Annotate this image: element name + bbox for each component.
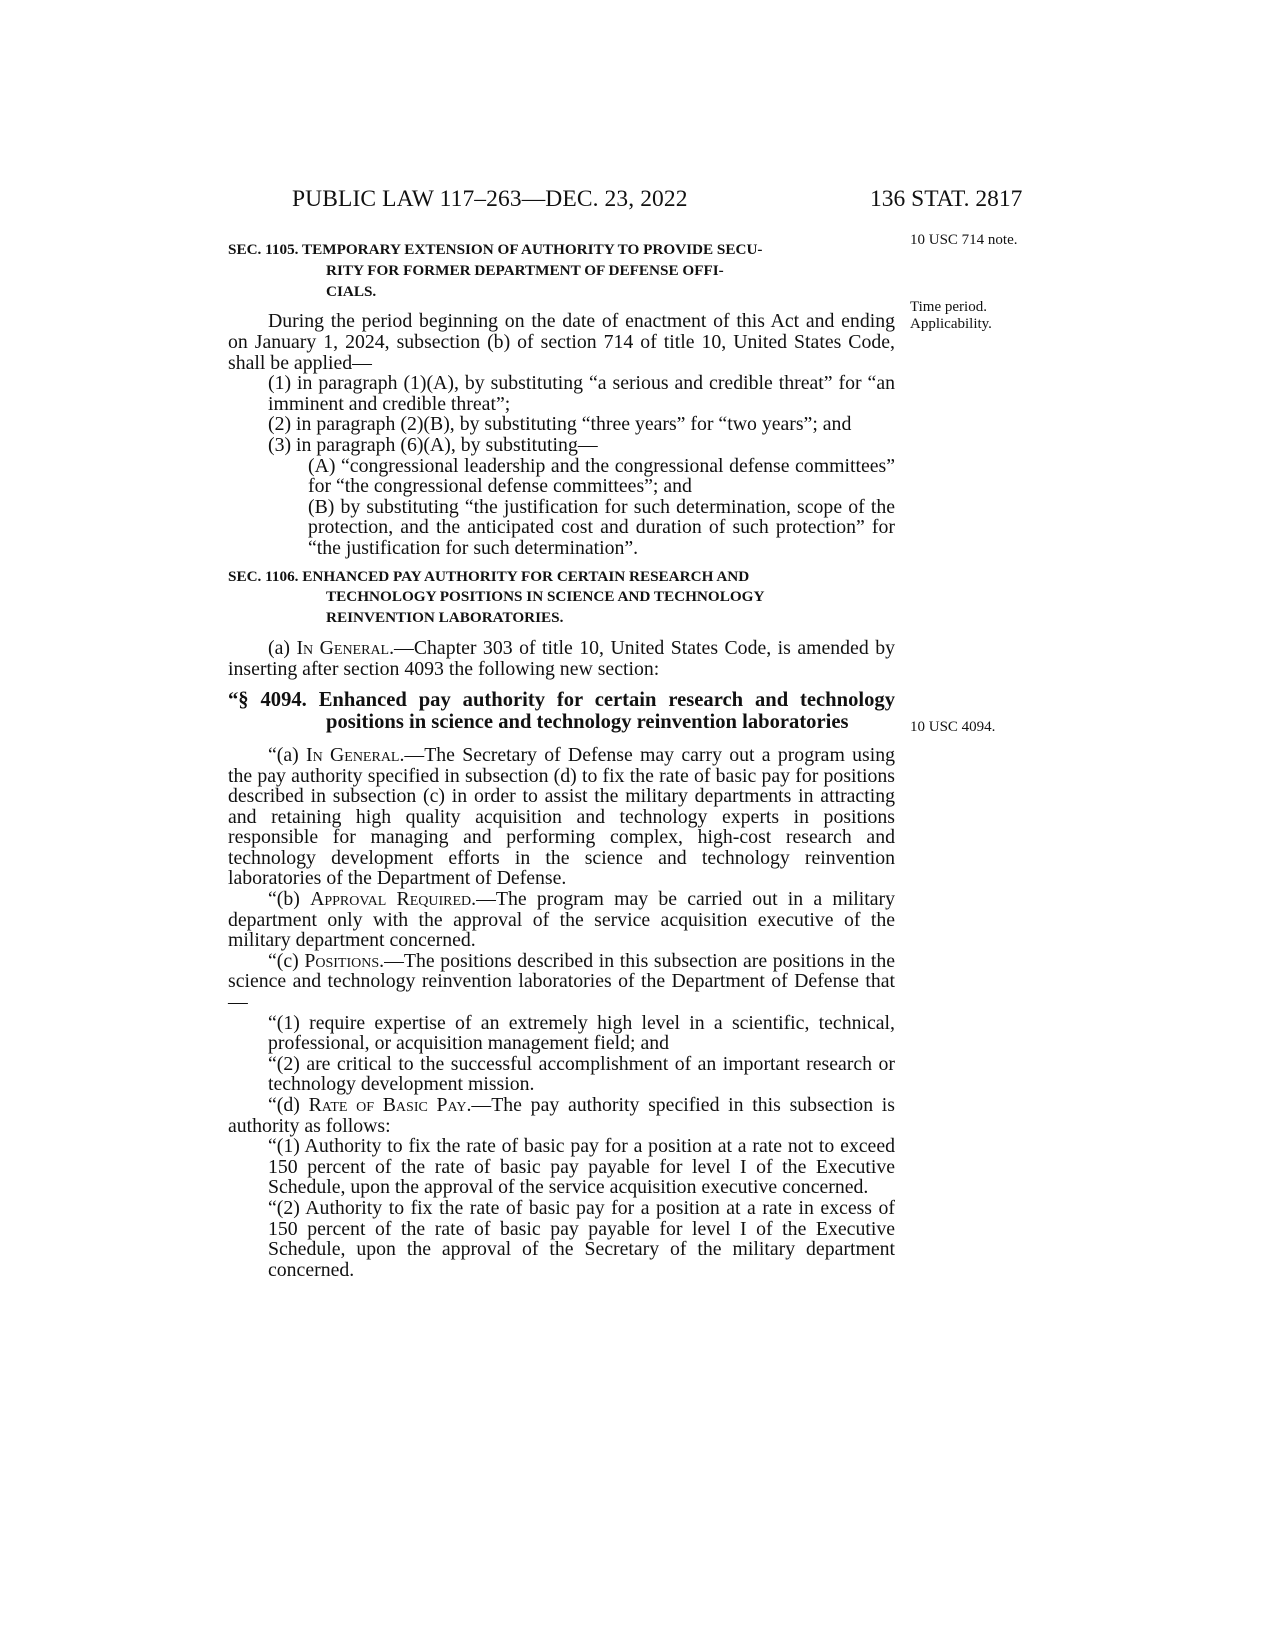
section-4094-c-1: “(1) require expertise of an extremely high level in a scientific, technical, professional, or acquisition management field; and xyxy=(268,1011,895,1055)
section-4094-a xyxy=(228,745,895,889)
section-1106-heading-line-3: REINVENTION LABORATORIES. xyxy=(326,609,564,627)
section-1105-heading xyxy=(228,240,895,302)
section-1106-heading-line-2: TECHNOLOGY POSITIONS IN SCIENCE AND TECHNOLOGY xyxy=(326,588,765,606)
section-4094-b-caption: Approval Required xyxy=(310,888,472,911)
section-1105-item-2: (2) in paragraph (2)(B), by substituting “three years” for “two years”; and xyxy=(268,413,852,436)
section-1105-item-3b: (B) by substituting “the justification for such determination, scope of the protection, and the anticipated cost and duration of such protection” for “the justification for such determination”. xyxy=(308,495,895,559)
section-4094-c-2: “(2) are critical to the successful accomplishment of an important research or technology development mission. xyxy=(268,1052,895,1096)
running-head xyxy=(0,186,1275,220)
section-1106-a-label: (a) xyxy=(268,636,297,659)
section-4094-a-text: .—The Secretary of Defense may carry out a program using the pay authority specified in subsection (d) to fix the rate of basic pay for positions described in subsection (c) in order to assist the military departments in attracting and retaining high quality acquisition and technology experts in positions responsible for managing and performing complex, high-cost research and technology development efforts in the science and technology reinvention laboratories of the Department of Defense. xyxy=(228,743,895,890)
section-4094-c-text: .—The positions described in this subsection are positions in the science and technology reinvention laboratories of the Department of Defense that— xyxy=(228,949,895,1014)
section-4094-d-label: “(d) xyxy=(268,1094,309,1116)
section-4094-title: “§ 4094. Enhanced pay authority for certain research and technology positions in science and technology reinvention laboratories xyxy=(228,689,895,733)
section-4094-c xyxy=(228,951,895,1013)
running-head-title: PUBLIC LAW 117–263—DEC. 23, 2022 xyxy=(292,186,688,212)
section-4094-d-1: “(1) Authority to fix the rate of basic pay for a position at a rate not to exceed 150 percent of the rate of basic pay payable for level I of the Executive Schedule, upon the approval of the service acquisition executive concerned. xyxy=(268,1135,895,1199)
section-4094-a-caption: In General xyxy=(306,743,400,766)
section-1106-a xyxy=(228,638,895,679)
section-4094-d xyxy=(228,1095,895,1136)
section-1106-a-caption: In General xyxy=(296,636,390,659)
section-1105-item-3a: (A) “congressional leadership and the congressional defense committees” for “the congressional defense committees”; and xyxy=(308,454,895,498)
section-1105-item-1: (1) in paragraph (1)(A), by substituting “a serious and credible threat” for “an imminent and credible threat”; xyxy=(268,372,895,415)
section-4094-b-label: “(b) xyxy=(268,888,311,911)
section-1105-item-3: (3) in paragraph (6)(A), by substituting— xyxy=(268,433,598,456)
section-4094-d-text: .—The pay authority specified in this subsection is authority as follows: xyxy=(228,1094,895,1137)
section-4094-d-caption: Rate of Basic Pay xyxy=(308,1094,467,1116)
section-1105-heading-line-2: RITY FOR FORMER DEPARTMENT OF DEFENSE OFFI- xyxy=(326,261,724,279)
section-4094-c-caption: Positions xyxy=(304,949,380,972)
main-column xyxy=(228,240,895,1280)
section-1105-intro: During the period beginning on the date of enactment of this Act and ending on January 1, 2024, subsection (b) of section 714 of title 10, United States Code, shall be applied— xyxy=(228,310,895,374)
section-1106-heading-line-1: SEC. 1106. ENHANCED PAY AUTHORITY FOR CERTAIN RESEARCH AND xyxy=(228,567,750,585)
margin-note-10usc714: 10 USC 714 note. xyxy=(910,232,1018,248)
section-4094-b xyxy=(228,889,895,951)
section-1106-a-text: .—Chapter 303 of title 10, United States Code, is amended by inserting after section 4093 the following new section: xyxy=(228,636,895,680)
margin-note-applicability: Applicability. xyxy=(910,316,992,332)
section-4094-a-label: “(a) xyxy=(268,743,307,766)
margin-note-10usc4094: 10 USC 4094. xyxy=(910,719,996,735)
section-4094-d-2: “(2) Authority to fix the rate of basic pay for a position at a rate in excess of 150 percent of the rate of basic pay payable for level I of the Executive Schedule, upon the approval of the Secretary of the military department concerned. xyxy=(268,1196,895,1281)
margin-note-time-period: Time period. xyxy=(910,299,987,315)
page-number: 136 STAT. 2817 xyxy=(870,186,1023,212)
section-4094-b-text: .—The program may be carried out in a military department only with the approval of the service acquisition executive of the military department concerned. xyxy=(228,888,895,952)
section-1105-heading-line-1: SEC. 1105. TEMPORARY EXTENSION OF AUTHORITY TO PROVIDE SECU- xyxy=(228,241,763,258)
section-4094-c-label: “(c) xyxy=(268,949,305,972)
section-1106-heading xyxy=(228,567,895,629)
section-1105-heading-line-3: CIALS. xyxy=(326,282,377,300)
